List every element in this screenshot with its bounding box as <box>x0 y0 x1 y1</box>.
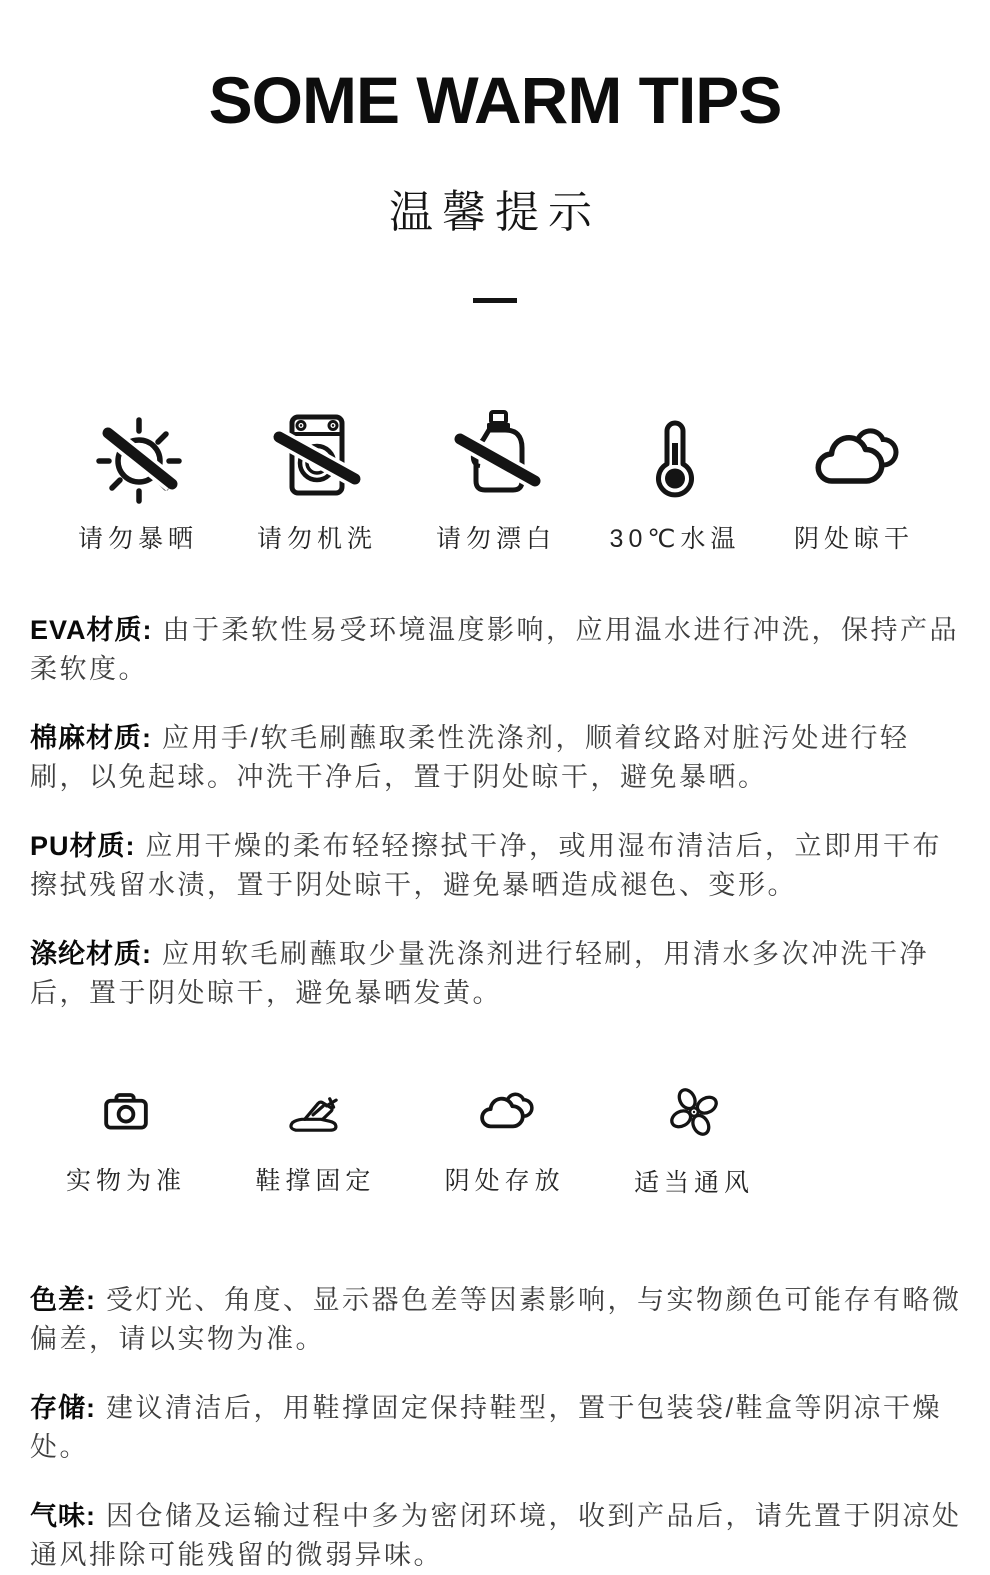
care-item-water-temp <box>599 407 751 555</box>
storage-item-ventilation <box>608 1079 780 1199</box>
icon-label: 实物为准 <box>65 1167 186 1195</box>
page-subtitle: 温馨提示 <box>389 188 601 237</box>
storage-item-shade-storage <box>419 1079 591 1199</box>
note-text: 因仓储及运输过程中多为密闭环境，收到产品后，请先置于阴凉处通风排除可能残留的微弱异味。 <box>30 1501 962 1570</box>
material-label: 棉麻材质: <box>30 723 152 753</box>
note-text: 建议清洁后，用鞋撑固定保持鞋型，置于包装袋/鞋盒等阴凉干燥处。 <box>30 1393 943 1462</box>
icon-label: 适当通风 <box>633 1169 754 1197</box>
cloud-shade-icon <box>471 1079 539 1143</box>
no-bleach-icon <box>446 407 546 507</box>
icon-label: 阴处晾干 <box>793 525 914 553</box>
care-item-no-sun <box>62 407 214 555</box>
icon-label: 请勿暴晒 <box>77 525 198 553</box>
care-icons-row <box>62 407 930 555</box>
icon-label: 阴处存放 <box>444 1167 565 1195</box>
note-paragraph-color-difference <box>30 1281 962 1359</box>
material-paragraph-pu <box>30 827 962 905</box>
material-paragraph-polyester <box>30 935 962 1013</box>
icon-label: 请勿机洗 <box>256 525 377 553</box>
icon-label: 30℃水温 <box>609 525 741 553</box>
note-paragraph-storage <box>30 1389 962 1467</box>
material-label: 涤纶材质: <box>30 939 152 969</box>
icon-label: 鞋撑固定 <box>255 1167 376 1195</box>
no-machine-wash-icon <box>267 407 367 507</box>
thermometer-icon <box>625 407 725 507</box>
material-paragraph-cotton-linen <box>30 719 962 797</box>
no-sun-exposure-icon <box>88 407 188 507</box>
camera-icon <box>93 1079 159 1143</box>
material-text: 由于柔软性易受环境温度影响，应用温水进行冲洗，保持产品柔软度。 <box>30 615 960 684</box>
icon-label: 请勿漂白 <box>435 525 556 553</box>
care-item-dry-in-shade <box>778 407 930 555</box>
care-item-no-machine-wash <box>241 407 393 555</box>
material-label: PU材质: <box>30 831 136 861</box>
divider <box>473 298 517 303</box>
storage-item-actual-product <box>40 1079 212 1199</box>
material-text: 应用软毛刷蘸取少量洗涤剂进行轻刷，用清水多次冲洗干净后，置于阴处晾干，避免暴晒发黄。 <box>30 939 929 1008</box>
fan-icon <box>660 1079 728 1145</box>
care-item-no-bleach <box>420 407 572 555</box>
note-paragraph-odor <box>30 1497 962 1575</box>
material-label: EVA材质: <box>30 615 153 645</box>
note-text: 受灯光、角度、显示器色差等因素影响，与实物颜色可能存有略微偏差，请以实物为准。 <box>30 1285 962 1354</box>
material-text: 应用手/软毛刷蘸取柔性洗涤剂，顺着纹路对脏污处进行轻刷，以免起球。冲洗干净后，置于阴处晾干，避免暴晒。 <box>30 723 910 792</box>
material-text: 应用干燥的柔布轻轻擦拭干净，或用湿布清洁后，立即用干布擦拭残留水渍，置于阴处晾干，避免暴晒造成褪色、变形。 <box>30 831 942 900</box>
material-care-section <box>30 611 962 1013</box>
cloud-shade-icon <box>804 407 904 507</box>
notes-section <box>30 1281 962 1575</box>
note-label: 色差: <box>30 1285 96 1315</box>
storage-item-shoe-tree <box>229 1079 401 1199</box>
storage-icons-row <box>40 1079 780 1199</box>
material-paragraph-eva <box>30 611 962 689</box>
note-label: 存储: <box>30 1393 96 1423</box>
page-title: SOME WARM TIPS <box>208 63 782 137</box>
sandal-shoetree-icon <box>273 1079 357 1143</box>
note-label: 气味: <box>30 1501 96 1531</box>
